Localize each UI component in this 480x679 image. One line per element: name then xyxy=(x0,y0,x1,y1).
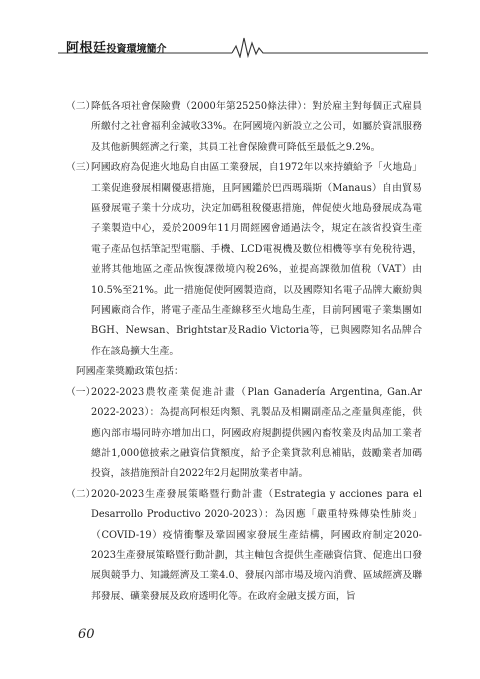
paragraph-text: 降低各項社會保險費（2000年第25250條法律）：對於雇主對每個正式雇員所繳付之社會福利金減收33%。在阿國境內新設立之公司，如屬於資訊服務及其他新興經濟之行業，其員工社會保險費可降低至最低之9.2%。 xyxy=(91,101,422,153)
paragraph-marker: （二） xyxy=(66,101,96,112)
policy-text: 2022-2023農牧產業促進計畫（Plan Ganadería Argentina, Gan.Ar 2022-2023）：為提高阿根廷肉類、乳製品及相關副產品之產量與產能，供應內部市場同時亦增加出口，阿國政府規劃提供國內畜牧業及肉品加工業者總計1,000億披索之融資信貸額度，給予企業貸款利息補貼，鼓勵業者加碼投資，該措施預計自2022年2月起開放業者申請。 xyxy=(91,386,422,480)
policy-text: 2020-2023生產發展策略暨行動計畫（Estrategia y acciones para el Desarrollo Productivo 2020-2023）：為因應「嚴重特殊傳染性肺炎」（COVID-19）疫情衝擊及鞏固國家發展生產結構，阿國政府制定2020-2023生產發展策略暨行動計劃，其主軸包含提供生產融資信貸、促進出口發展與競爭力、知識經濟及工業4.0、發展內部市場及境內消費、區域經濟及聯邦發展、礦業發展及政府透明化等。在政府金融支援方面，旨 xyxy=(91,488,422,602)
page-header xyxy=(0,34,480,58)
header-title-sub: 投資環境簡介 xyxy=(106,44,167,55)
paragraph-item xyxy=(66,158,422,362)
policy-marker: （一） xyxy=(66,386,96,398)
paragraph-item xyxy=(66,97,422,158)
header-title xyxy=(66,40,167,57)
main-content xyxy=(66,97,422,607)
paragraph-marker: （三） xyxy=(66,162,96,174)
policy-item xyxy=(66,485,422,607)
paragraph-text: 阿國政府為促進火地島自由區工業發展，自1972年以來持續給予「火地島」工業促進發展相關優惠措施，且阿國鑑於巴西瑪瑙斯（Manaus）自由貿易區發展電子業十分成功，決定加碼租稅優惠措施，俾促使火地島發展成為電子業製造中心，爰於2009年11月間經國會通過法令，規定在該省投資生產電子產品包括筆記型電腦、手機、LCD電視機及數位相機等享有免稅待遇，並將其他地區之產品恢復課徵境內稅26%，並提高課徵加值稅（VAT）由10.5%至21%。此一措施促使阿國製造商，以及國際知名電子品牌大廠紛與阿國廠商合作，將電子產品生產線移至火地島生產，目前阿國電子業集團如BGH、Newsan、Brightstar及Radio Victoria等，已與國際知名品牌合作在該島擴大生產。 xyxy=(91,162,422,357)
page-number: 60 xyxy=(78,627,95,642)
policy-item xyxy=(66,383,422,485)
header-title-main: 阿根廷 xyxy=(66,41,107,56)
policy-marker: （二） xyxy=(66,488,96,500)
intro-line: 阿國產業獎勵政策包括： xyxy=(76,366,184,378)
